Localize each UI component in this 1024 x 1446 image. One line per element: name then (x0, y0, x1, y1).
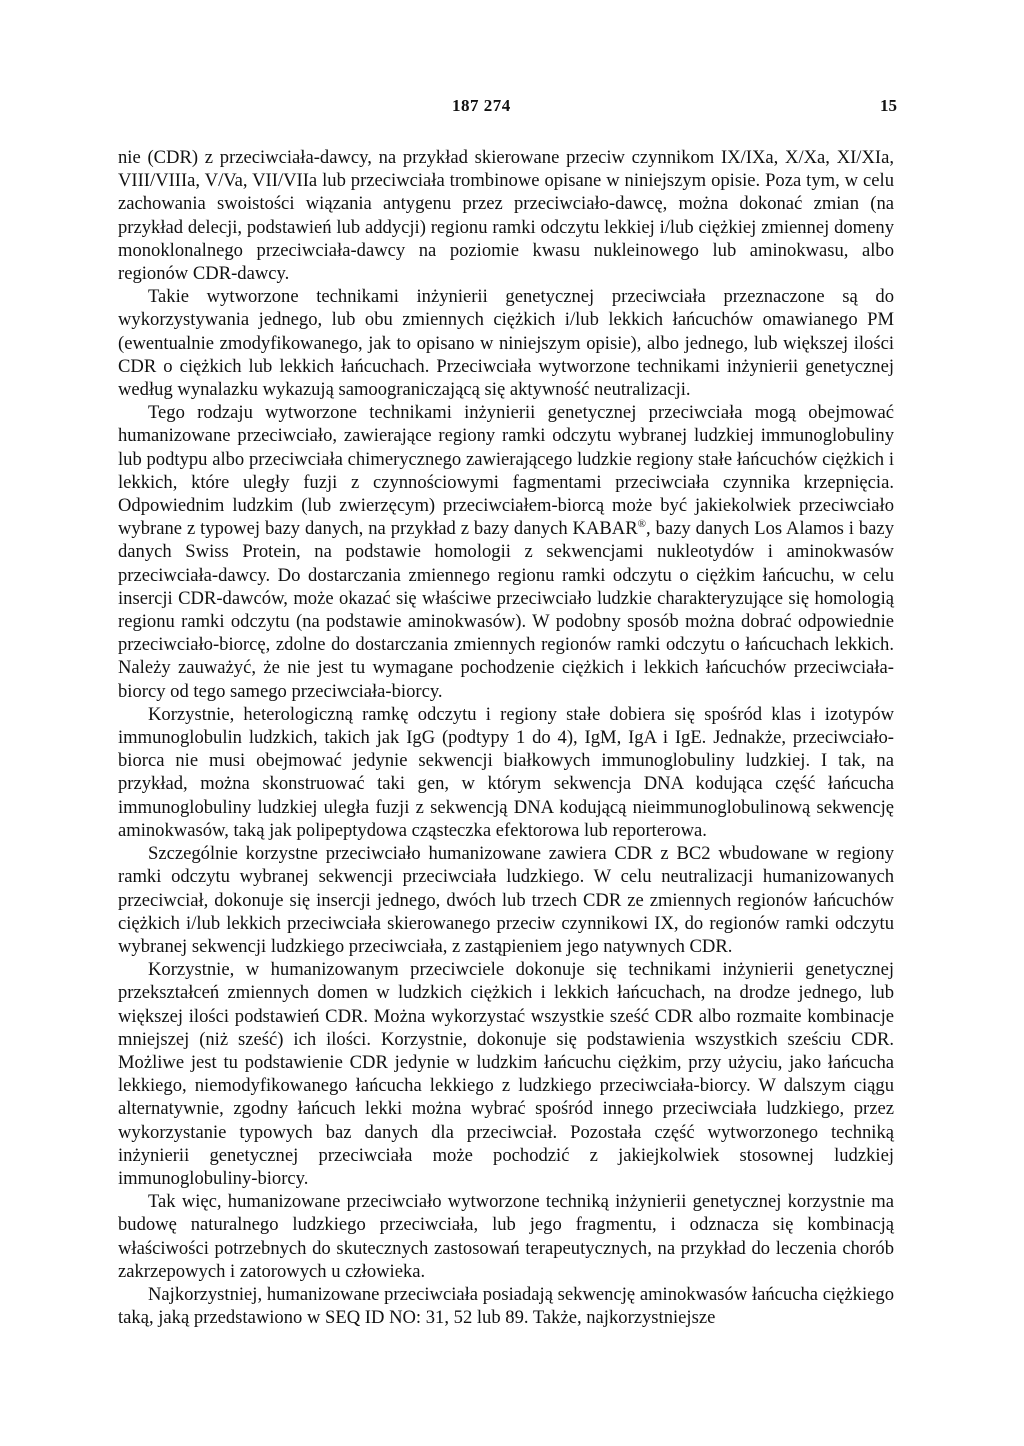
paragraph-3-text-b: , bazy danych Los Alamos i bazy danych Swiss Protein, na podstawie homologii z sekwencjami nukleotydów i aminokwasów przeciwciała-dawcy. Do dostarczania zmiennego regionu ramki odczytu o ciężkim łańcuchu, w celu insercji CDR-dawców, może okazać się właściwe przeciwciało ludzkie charakteryzujące się homologią regionu ramki odczytu (na podstawie aminokwasów). W podobny sposób można dobrać odpowiednie przeciwciało-biorcę, zdolne do dostarczania zmiennych regionów ramki odczytu o łańcuchach lekkich. Należy zauważyć, że nie jest tu wymagane pochodzenie ciężkich i lekkich łańcuchów przeciwciała-biorcy od tego samego przeciwciała-biorcy. (118, 518, 894, 702)
registered-mark: ® (637, 518, 646, 531)
paragraph-1: nie (CDR) z przeciwciała-dawcy, na przykład skierowane przeciw czynnikom IX/IXa, X/Xa, XI/XIa, VIII/VIIIa, V/Va, VII/VIIa lub przeciwciała trombinowe opisane w niniejszym opisie. Poza tym, w celu zachowania swoistości wiązania antygenu przez przeciwciało-dawcę, można dokonać zmian (na przykład delecji, podstawień lub addycji) regionu ramki odczytu lekkiej i/lub ciężkiej zmiennej domeny monoklonalnego przeciwciała-dawcy na poziomie kwasu nukleinowego lub aminokwasu, albo regionów CDR-dawcy. (118, 147, 894, 285)
page-header (0, 96, 1024, 120)
document-number: 187 274 (452, 96, 511, 115)
paragraph-3-text-a: Tego rodzaju wytworzone technikami inżynierii genetycznej przeciwciała mogą obejmować humanizowane przeciwciało, zawierające regiony ramki odczytu wybranej ludzkiej immunoglobuliny lub podtypu albo przeciwciała chimerycznego zawierającego ludzkie regiony stałe łańcuchów ciężkich i lekkich, które uległy fuzji z czynnościowymi fagmentami przeciwciała czynnika krzepnięcia. Odpowiednim ludzkim (lub zwierzęcym) przeciwciałem-biorcą może być jakiekolwiek przeciwciało wybrane z typowej bazy danych, na przykład z bazy danych KABAR (118, 402, 894, 540)
paragraph-8: Najkorzystniej, humanizowane przeciwciała posiadają sekwencję aminokwasów łańcucha ciężkiego taką, jaką przedstawiono w SEQ ID NO: 31, 52 lub 89. Także, najkorzystniejsze (118, 1283, 894, 1329)
paragraph-2: Takie wytworzone technikami inżynierii genetycznej przeciwciała przeznaczone są do wykorzystywania jednego, lub obu zmiennych ciężkich i/lub lekkich łańcuchów omawianego PM (ewentualnie zmodyfikowanego, jak to opisano w niniejszym opisie), albo jednego, lub większej ilości CDR o ciężkich lub lekkich łańcuchach. Przeciwciała wytworzone technikami inżynierii genetycznej według wynalazku wykazują samoograniczającą się aktywność neutralizacji. (118, 286, 894, 401)
paragraph-4: Korzystnie, heterologiczną ramkę odczytu i regiony stałe dobiera się spośród klas i izotypów immunoglobulin ludzkich, takich jak IgG (podtypy 1 do 4), IgM, IgA i IgE. Jednakże, przeciwciało-biorca nie musi obejmować jedynie sekwencji białkowych immunoglobuliny ludzkiej. I tak, na przykład, można skonstruować taki gen, w którym sekwencja DNA kodująca część łańcucha immunoglobuliny ludzkiej uległa fuzji z sekwencją DNA kodującą nieimmunoglobulinową sekwencję aminokwasów, taką jak polipeptydowa cząsteczka efektorowa lub reporterowa. (118, 703, 894, 841)
paragraph-5: Szczególnie korzystne przeciwciało humanizowane zawiera CDR z BC2 wbudowane w regiony ramki odczytu wybranej sekwencji przeciwciała ludzkiego. W celu neutralizacji humanizowanych przeciwciał, dokonuje się insercji jednego, dwóch lub trzech CDR ze zmiennych regionów łańcuchów ciężkich i/lub lekkich przeciwciała skierowanego przeciw czynnikowi IX, do regionów ramki odczytu wybranej sekwencji ludzkiego przeciwciała, z zastąpieniem jego natywnych CDR. (118, 843, 894, 957)
paragraph-6: Korzystnie, w humanizowanym przeciwciele dokonuje się technikami inżynierii genetycznej przekształceń zmiennych domen w ludzkich ciężkich i lekkich łańcuchach, na drodze jednego, lub większej ilości podstawień CDR. Można wykorzystać wszystkie sześć CDR albo rozmaite kombinacje mniejszej (niż sześć) ich ilości. Korzystnie, dokonuje się podstawienia wszystkich sześciu CDR. Możliwe jest tu podstawienie CDR jedynie w ludzkim łańcuchu ciężkim, przy użyciu, jako łańcucha lekkiego, niemodyfikowanego łańcucha lekkiego z ludzkiego przeciwciała-biorcy. W dalszym ciągu alternatywnie, zgodny łańcuch lekki można wybrać spośród innego przeciwciała ludzkiego, przez wykorzystanie typowych baz danych dla przeciwciał. Pozostała część wytworzonego techniką inżynierii genetycznej przeciwciała może pochodzić z jakiejkolwiek stosownej ludzkiej immunoglobuliny-biorcy. (118, 959, 894, 1189)
page-number: 15 (880, 96, 897, 115)
paragraph-3 (118, 401, 894, 703)
paragraph-7: Tak więc, humanizowane przeciwciało wytworzone techniką inżynierii genetycznej korzystnie ma budowę naturalnego ludzkiego przeciwciała, lub jego fragmentu, i odznacza się kombinacją właściwości potrzebnych do skutecznych zastosowań terapeutycznych, na przykład do leczenia chorób zakrzepowych i zatorowych u człowieka. (118, 1191, 894, 1282)
body-text (118, 146, 894, 1329)
